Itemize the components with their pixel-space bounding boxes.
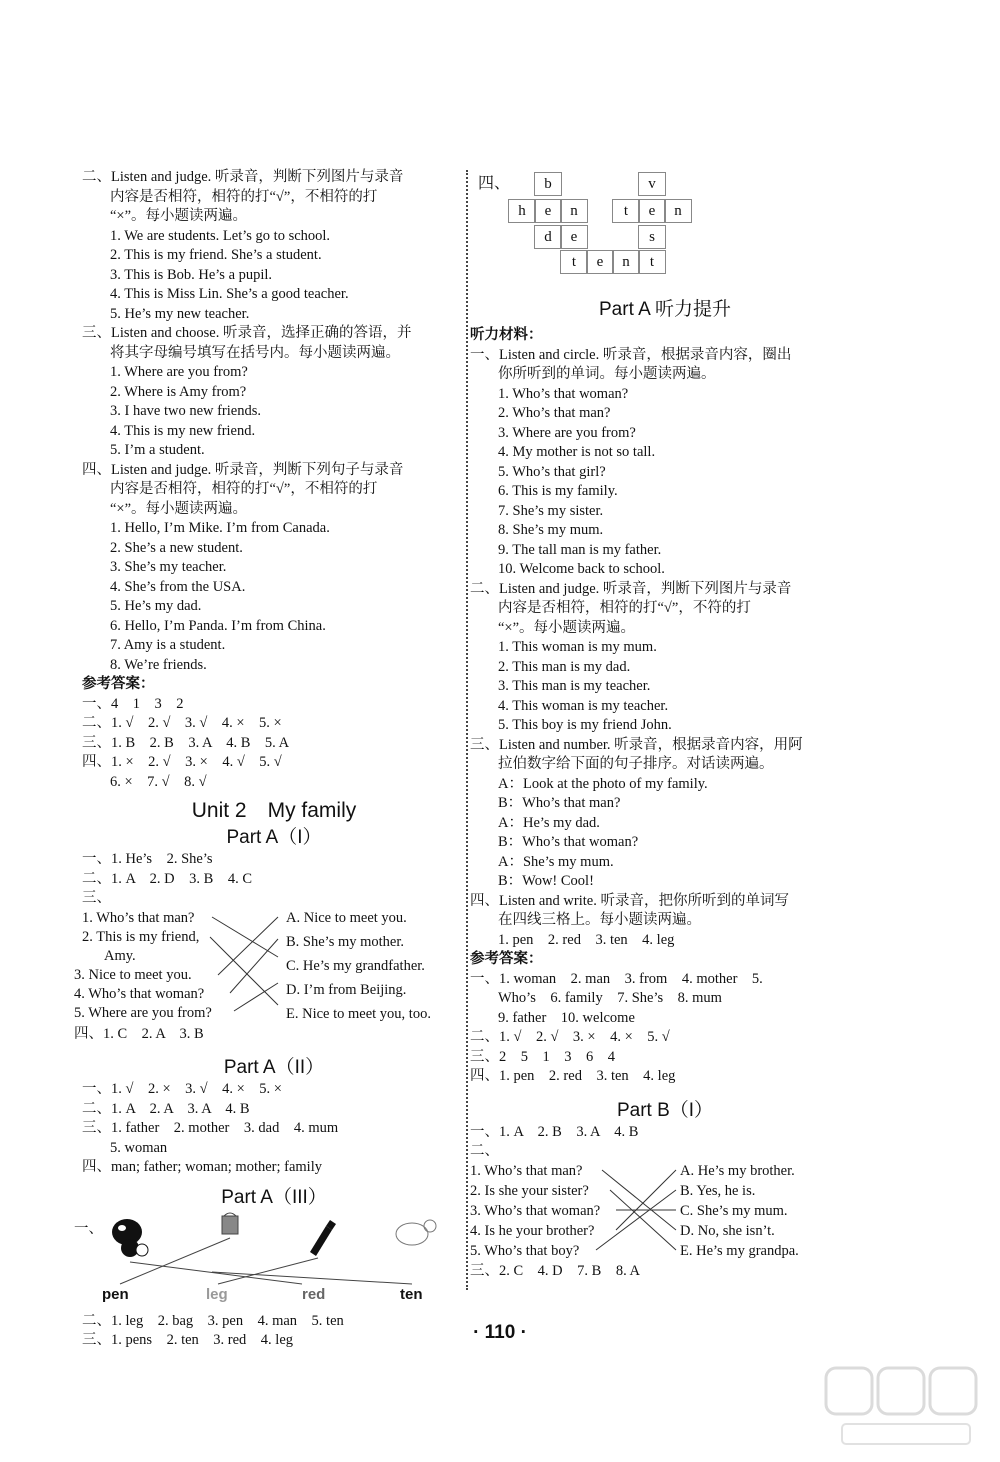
answer-line: 9. father 10. welcome <box>498 1009 635 1026</box>
crossword-cell: t <box>612 199 640 223</box>
list-item: 6. This is my family. <box>498 483 618 499</box>
match-right-item: A. Nice to meet you. <box>286 909 407 926</box>
picture-matching-row <box>74 1210 466 1312</box>
dog-picture <box>396 1220 436 1245</box>
column-divider <box>466 170 468 1290</box>
list-item: 3. She’s my teacher. <box>110 559 227 575</box>
list-item: 1. pen 2. red 3. ten 4. leg <box>498 931 675 948</box>
answer-line: 一、1. √ 2. × 3. √ 4. × 5. × <box>82 1081 282 1097</box>
crossword-cell: e <box>586 250 614 274</box>
crossword-cell: t <box>560 250 588 274</box>
left-section-2 <box>82 168 466 324</box>
crossword-cell: n <box>560 199 588 223</box>
unit-title: Unit 2 My family <box>191 799 357 822</box>
section-instruction: 在四线三格上。每小题读两遍。 <box>498 912 701 928</box>
match-right-item: B. She’s my mother. <box>286 933 405 950</box>
list-item: 2. Where is Amy from? <box>110 383 247 400</box>
match-left-item: Amy. <box>104 947 136 964</box>
crossword-grid <box>504 172 704 272</box>
crossword-cell: e <box>534 199 562 223</box>
crossword-cell: e <box>638 199 666 223</box>
list-item: 7. She’s my sister. <box>498 502 604 519</box>
list-item: 8. We’re friends. <box>110 656 207 673</box>
answers-title: 参考答案： <box>82 676 155 692</box>
right-column <box>470 286 860 1281</box>
dialog-line: A：She’s my mum. <box>498 853 614 870</box>
answer-line: 一、4 1 3 2 <box>82 695 184 712</box>
section-heading: 四、Listen and judge. 听录音，判断下列句子与录音 <box>82 461 404 478</box>
answer-line: 二、1. √ 2. √ 3. √ 4. × 5. × <box>82 715 282 731</box>
dialog-line: A：He’s my dad. <box>498 814 600 831</box>
list-item: 4. My mother is not so tall. <box>498 444 656 460</box>
list-item: 5. He’s my new teacher. <box>110 305 250 322</box>
answer-line: 三、1. B 2. B 3. A 4. B 5. A <box>82 734 290 751</box>
crossword-cell: n <box>612 250 640 274</box>
match-left-item: 2. Is she your sister? <box>470 1182 589 1199</box>
answer-line: 一、1. He’s 2. She’s <box>82 851 213 867</box>
list-item: 3. I have two new friends. <box>110 403 261 419</box>
match-right-item: E. Nice to meet you, too. <box>286 1005 431 1022</box>
left-section-4 <box>82 461 466 676</box>
crossword-cell: h <box>508 199 536 223</box>
right-section-4 <box>470 892 860 951</box>
crossword-cell: n <box>664 199 692 223</box>
match-left-item: 3. Who’s that woman? <box>470 1202 601 1219</box>
answer-line: 6. × 7. √ 8. √ <box>110 773 207 790</box>
list-item: 2. Who’s that man? <box>498 405 611 421</box>
right-section-3 <box>470 736 860 892</box>
match-right-item: E. He’s my grandpa. <box>680 1242 799 1259</box>
answer-line: 四、1. × 2. √ 3. × 4. √ 5. √ <box>82 754 282 770</box>
list-item: 3. This is Bob. He’s a pupil. <box>110 266 273 283</box>
crossword-cell: v <box>638 172 666 196</box>
list-item: 10. Welcome back to school. <box>498 561 665 577</box>
section-heading: 三、Listen and choose. 听录音，选择正确的答语，并 <box>82 325 412 341</box>
crossword-cell: e <box>560 225 588 249</box>
section-instruction: 你所听到的单词。每小题读两遍。 <box>498 366 716 382</box>
answer-line: 四、1. C 2. A 3. B <box>74 1025 204 1042</box>
list-item: 2. She’s a new student. <box>110 539 243 556</box>
match-left-item: 1. Who’s that man? <box>470 1162 583 1179</box>
match-left-item: 5. Where are you from? <box>74 1004 212 1021</box>
list-item: 4. This is my new friend. <box>110 422 256 439</box>
crossword-cell: t <box>638 250 666 274</box>
match-right-item: A. He’s my brother. <box>680 1162 795 1179</box>
list-item: 1. This woman is my mum. <box>498 639 657 655</box>
answer-line: 二、1. A 2. D 3. B 4. C <box>82 870 252 887</box>
list-item: 4. She’s from the USA. <box>110 578 246 595</box>
match-left-item: 4. Is he your brother? <box>470 1222 595 1239</box>
section-instruction: 内容是否相符，相符的打“√”，不相符的打 <box>110 188 378 205</box>
right-section-1 <box>470 346 860 580</box>
part-title: Part A（III） <box>221 1186 327 1208</box>
word-label: ten <box>400 1285 423 1303</box>
list-item: 8. She’s my mum. <box>498 522 604 538</box>
match-left-item: 3. Nice to meet you. <box>74 966 192 983</box>
cat-picture <box>112 1219 148 1257</box>
answers-title: 参考答案： <box>470 951 543 967</box>
match-left-item: 2. This is my friend, <box>82 928 200 945</box>
answer-line: 5. woman <box>110 1139 168 1156</box>
list-item: 5. I’m a student. <box>110 442 205 458</box>
part-title: Part A（II） <box>223 1057 325 1078</box>
list-item: 7. Amy is a student. <box>110 637 226 653</box>
section-instruction: 内容是否相符，相符的打“√”，不相符的打 <box>110 481 378 497</box>
materials-title: 听力材料： <box>470 327 543 343</box>
part-title: Part B（I） <box>616 1099 714 1121</box>
section-instruction: “×”。每小题读两遍。 <box>110 208 248 224</box>
match-left-item: 1. Who’s that man? <box>82 909 195 926</box>
list-item: 5. He’s my dad. <box>110 598 202 614</box>
answer-line: 三、1. father 2. mother 3. dad 4. mum <box>82 1120 339 1136</box>
list-item: 1. Where are you from? <box>110 364 248 380</box>
word-label: red <box>302 1285 326 1303</box>
match-right-item: C. She’s my mum. <box>680 1202 788 1219</box>
word-label: leg <box>206 1285 228 1303</box>
section-heading: 二、Listen and judge. 听录音，判断下列图片与录音 <box>82 169 404 185</box>
list-item: 1. Hello, I’m Mike. I’m from Canada. <box>110 520 330 536</box>
match-right-item: D. No, she isn’t. <box>680 1222 775 1239</box>
crossword-cell: d <box>534 225 562 249</box>
crossword-prefix: 四、 <box>478 175 511 192</box>
answer-line: 一、1. woman 2. man 3. from 4. mother 5. <box>470 970 763 987</box>
page-number: · 110 · <box>473 1322 527 1343</box>
list-item: 3. This man is my teacher. <box>498 678 651 694</box>
section-heading: 二、Listen and judge. 听录音，判断下列图片与录音 <box>470 580 792 597</box>
section-heading: 一、Listen and circle. 听录音，根据录音内容，圈出 <box>470 346 792 363</box>
dialog-line: B：Wow! Cool! <box>498 873 594 889</box>
watermark-logo <box>822 1362 982 1452</box>
answer-line: 三、 <box>82 890 111 906</box>
list-item: 1. Who’s that woman? <box>498 385 629 402</box>
match-right-item: B. Yes, he is. <box>680 1182 756 1199</box>
list-item: 4. This woman is my teacher. <box>498 697 669 714</box>
section-instruction: 内容是否相符，相符的打“√”，不符的打 <box>498 600 751 616</box>
pen-picture <box>310 1220 336 1256</box>
answer-line: 三、2. C 4. D 7. B 8. A <box>470 1262 640 1279</box>
answer-line: Who’s 6. family 7. She’s 8. mum <box>498 990 722 1006</box>
part-title: Part A（I） <box>226 827 322 848</box>
bag-picture <box>222 1213 238 1234</box>
dialog-line: B：Who’s that woman? <box>498 834 639 850</box>
answer-line: 二、 <box>470 1143 499 1159</box>
matching-exercise <box>74 909 466 1025</box>
answer-line: 三、1. pens 2. ten 3. red 4. leg <box>82 1332 294 1348</box>
match-right-item: D. I’m from Beijing. <box>286 981 407 998</box>
left-column <box>74 168 466 1351</box>
crossword-cell: b <box>534 172 562 196</box>
answer-line: 一、1. A 2. B 3. A 4. B <box>470 1123 639 1140</box>
list-item: 3. Where are you from? <box>498 424 636 441</box>
list-item: 2. This is my friend. She’s a student. <box>110 247 322 263</box>
section-instruction: 将其字母编号填写在括号内。每小题读两遍。 <box>110 344 400 361</box>
match-left-item: 5. Who’s that boy? <box>470 1242 580 1259</box>
crossword-cell: s <box>638 225 666 249</box>
dialog-line: B：Who’s that man? <box>498 795 621 811</box>
dialog-line: A：Look at the photo of my family. <box>498 775 708 792</box>
answer-line: 二、1. √ 2. √ 3. × 4. × 5. √ <box>470 1029 670 1045</box>
match-right-item: C. He’s my grandfather. <box>286 957 425 974</box>
section-title: Part A 听力提升 <box>599 299 731 320</box>
list-item: 9. The tall man is my father. <box>498 541 662 558</box>
answer-line: 四、man; father; woman; mother; family <box>82 1159 322 1175</box>
answer-line: 三、2 5 1 3 6 4 <box>470 1048 615 1065</box>
match-left-item: 4. Who’s that woman? <box>74 985 205 1002</box>
list-item: 5. Who’s that girl? <box>498 463 606 480</box>
word-label: pen <box>102 1285 129 1303</box>
answer-line: 二、1. A 2. A 3. A 4. B <box>82 1100 250 1117</box>
matching-exercise <box>470 1162 860 1262</box>
list-item: 1. We are students. Let’s go to school. <box>110 227 331 244</box>
list-item: 4. This is Miss Lin. She’s a good teacher. <box>110 286 349 302</box>
list-item: 2. This man is my dad. <box>498 658 631 675</box>
answer-line: 二、1. leg 2. bag 3. pen 4. man 5. ten <box>82 1312 344 1329</box>
section-heading: 三、Listen and number. 听录音，根据录音内容，用阿 <box>470 736 803 753</box>
right-section-2 <box>470 580 860 736</box>
list-item: 6. Hello, I’m Panda. I’m from China. <box>110 617 326 634</box>
list-item: 5. This boy is my friend John. <box>498 717 672 733</box>
answer-line: 四、1. pen 2. red 3. ten 4. leg <box>470 1068 676 1084</box>
question-prefix: 一、 <box>74 1220 103 1237</box>
left-section-3 <box>82 324 466 461</box>
section-instruction: 拉伯数字给下面的句子排序。对话读两遍。 <box>498 756 774 772</box>
section-instruction: “×”。每小题读两遍。 <box>110 500 248 517</box>
section-heading: 四、Listen and write. 听录音，把你所听到的单词写 <box>470 892 789 909</box>
section-instruction: “×”。每小题读两遍。 <box>498 619 636 636</box>
